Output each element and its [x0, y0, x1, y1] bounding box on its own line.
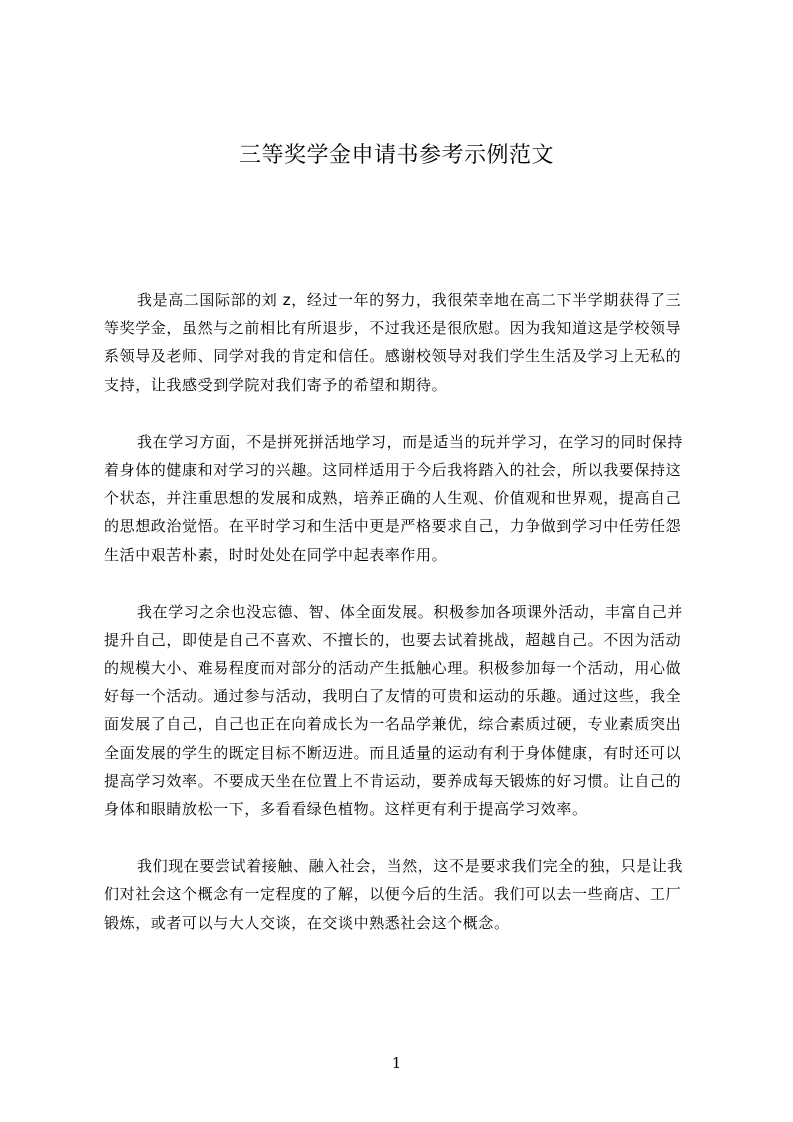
paragraph-line: 身体和眼睛放松一下，多看看绿色植物。这样更有利于提高学习效率。: [104, 800, 588, 818]
paragraph-line: 面发展了自己，自己也正在向着成长为一名品学兼优，综合素质过硬，专业素质突出: [104, 715, 682, 734]
paragraph-line: 生活中艰苦朴素，时时处处在同学中起表率作用。: [104, 545, 448, 564]
document-body: [104, 286, 700, 966]
paragraph-line: 我在学习方面，不是拼死拼活地学习，而是适当的玩并学习，在学习的同时保持: [137, 432, 684, 451]
paragraph-line: 们对社会这个概念有一定程度的了解，以便今后的生活。我们可以去一些商店、工厂: [104, 885, 682, 904]
paragraph-line: 锻炼，或者可以与大人交谈，在交谈中熟悉社会这个概念。: [104, 913, 510, 932]
paragraph-line: 我在学习之余也没忘德、智、体全面发展。积极参加各项课外活动，丰富自己并: [137, 602, 684, 621]
paragraph-line: 个状态，并注重思想的发展和成熟，培养正确的人生观、价值观和世界观，提高自己: [104, 489, 682, 508]
paragraph-2: [104, 428, 700, 569]
paragraph-4: [104, 852, 700, 937]
paragraph-line: 系领导及老师、同学对我的肯定和信任。感谢校领导对我们学生生活及学习上无私的: [104, 347, 682, 366]
paragraph-line: 我是高二国际部的刘 z，经过一年的努力，我很荣幸地在高二下半学期获得了三: [137, 291, 682, 309]
paragraph-line: 好每一个活动。通过参与活动，我明白了友情的可贵和运动的乐趣。通过这些，我全: [104, 687, 682, 706]
paragraph-3: [104, 598, 700, 824]
paragraph-line: 的思想政治觉悟。在平时学习和生活中更是严格要求自己，力争做到学习中任劳任怨: [104, 517, 682, 536]
paragraph-line: 提高学习效率。不要成天坐在位置上不肯运动，要养成每天锻炼的好习惯。让自己的: [104, 771, 682, 790]
document-title: 三等奖学金申请书参考示例范文: [238, 143, 554, 168]
paragraph-line: 全面发展的学生的既定目标不断迈进。而且适量的运动有利于身体健康，有时还可以: [104, 743, 682, 762]
paragraph-1: [104, 286, 700, 399]
paragraph-line: 等奖学金，虽然与之前相比有所退步，不过我还是很欣慰。因为我知道这是学校领导: [104, 319, 682, 338]
paragraph-line: 我们现在要尝试着接触、融入社会，当然，这不是要求我们完全的独，只是让我: [137, 857, 684, 876]
paragraph-line: 着身体的健康和对学习的兴趣。这同样适用于今后我将踏入的社会，所以我要保持这: [104, 460, 682, 479]
paragraph-line: 支持，让我感受到学院对我们寄予的希望和期待。: [104, 375, 448, 394]
paragraph-line: 的规模大小、难易程度而对部分的活动产生抵触心理。积极参加每一个活动，用心做: [104, 659, 682, 678]
paragraph-line: 提升自己，即使是自己不喜欢、不擅长的，也要去试着挑战，超越自己。不因为活动: [104, 630, 682, 649]
page-number: 1: [391, 1054, 402, 1072]
